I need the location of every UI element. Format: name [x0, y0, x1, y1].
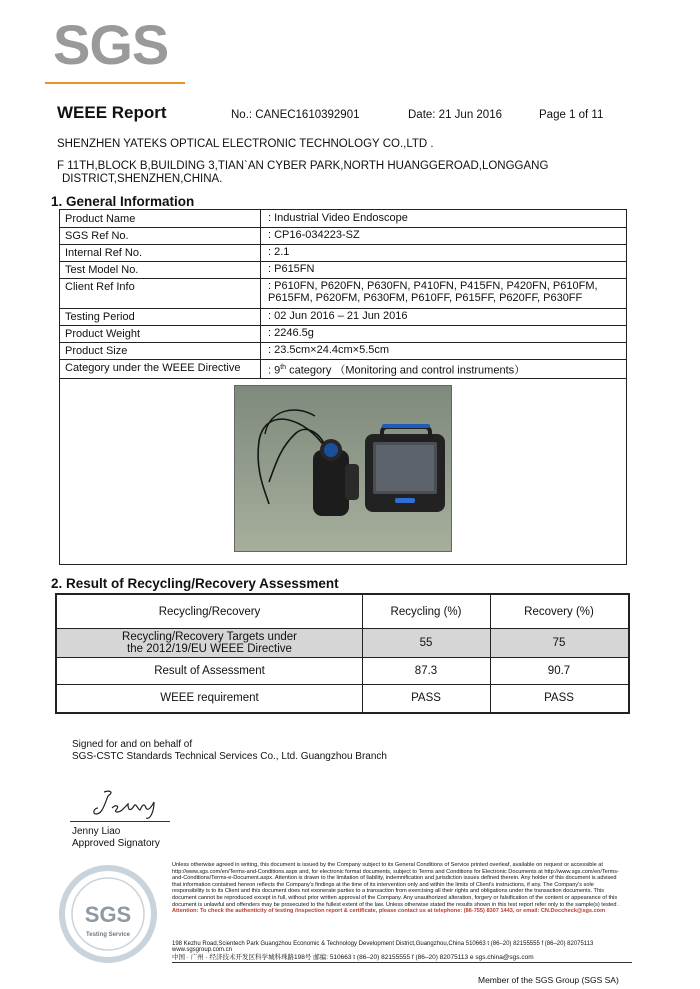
row-label: Product Size — [65, 345, 128, 357]
signer-name: Jenny Liao — [72, 826, 121, 837]
row-value: : CP16-034223-SZ — [268, 229, 360, 241]
applicant-address-line1: F 11TH,BLOCK B,BUILDING 3,TIAN`AN CYBER PARK,NORTH HUANGGEROAD,LONGGANG — [57, 160, 549, 172]
category-prefix: : 9 — [268, 364, 281, 377]
target-recycling-value: 55 — [419, 636, 433, 649]
row-value: : 2246.5g — [268, 327, 314, 339]
table-row — [60, 325, 626, 343]
target-recovery-value: 75 — [552, 636, 566, 649]
row-label: Client Ref Info — [65, 281, 135, 293]
requirement-recovery-value: PASS — [544, 692, 574, 704]
signature-line — [70, 821, 170, 822]
table-row — [60, 227, 626, 245]
row-label: Test Model No. — [65, 264, 139, 276]
assessment-recovery-value: 90.7 — [547, 664, 571, 677]
column-header-recycling: Recycling (%) — [390, 605, 462, 618]
table-row — [60, 210, 626, 228]
report-number: No.: CANEC1610392901 — [231, 109, 360, 121]
row-value: : P610FN, P620FN, P630FN, P410FN, P415FN, P420FN, P610FM, — [268, 280, 598, 292]
row-label: Internal Ref No. — [65, 247, 143, 259]
category-superscript: th — [280, 364, 287, 371]
table-row — [60, 278, 626, 309]
legal-disclaimer — [172, 862, 620, 915]
category-suffix: category （Monitoring and control instruments） — [286, 364, 526, 377]
target-label-line1: Recycling/Recovery Targets under — [122, 630, 297, 643]
table-row — [60, 342, 626, 360]
sgs-logo-text: SGS — [53, 13, 169, 76]
row-label: Testing Period — [65, 311, 135, 323]
applicant-address-line2: DISTRICT,SHENZHEN,CHINA. — [62, 173, 223, 185]
footer-divider — [172, 962, 632, 963]
row-value: : 02 Jun 2016 – 21 Jun 2016 — [268, 310, 408, 322]
row-value-line2: P615FM, P620FM, P630FM, P610FF, P615FF, P620FF, P630FF — [268, 292, 583, 304]
applicant-company: SHENZHEN YATEKS OPTICAL ELECTRONIC TECHNOLOGY CO.,LTD . — [57, 138, 434, 150]
requirement-recycling-value: PASS — [411, 692, 441, 704]
target-label-line2: the 2012/19/EU WEEE Directive — [127, 642, 292, 655]
page-number: Page 1 of 11 — [539, 109, 604, 121]
endoscope-photo-illustration — [235, 386, 451, 551]
handwritten-signature — [92, 786, 182, 822]
row-label: Category under the WEEE Directive — [65, 362, 241, 374]
product-photo — [234, 385, 452, 552]
row-label: SGS Ref No. — [65, 230, 129, 242]
footer-address-english: 198 Kezhu Road,Scientech Park Guangzhou Economic & Technology Development District,Guangzhou,China 510663 t (86–20) 82155555 f (86–20) 82075113 www.sgsgroup.com.cn — [172, 941, 594, 953]
signed-on-behalf-line1: Signed for and on behalf of — [72, 739, 193, 750]
report-title: WEEE Report — [57, 103, 167, 122]
row-value: : P615FN — [268, 263, 315, 275]
footer-address-chinese: 中国 · 广州 · 经济技术开发区科学城科珠路198号 邮编: 510663 t (86–20) 82155555 f (86–20) 82075113 e sgs.china@sgs.com — [172, 954, 534, 961]
authenticity-attention: Attention: To check the authenticity of testing /inspection report & certificate, please contact us at telephone: (86-755) 8307 1443, or email: CN.Doccheck@sgs.com — [172, 908, 606, 915]
signer-role: Approved Signatory — [72, 838, 160, 849]
logo-orange-line — [45, 82, 185, 84]
row-label: Product Weight — [65, 328, 141, 340]
disclaimer-text: Unless otherwise agreed in writing, this document is issued by the Company subject to its General Conditions of Service printed overleaf, available on request or accessible at http://www.sgs.com/en/Terms-and-Conditions.aspx and, for electronic format documents, subject to Terms and Conditions for Electronic Documents at http://www.sgs.com/en/Terms-and-Conditions/Terms-e-Document.aspx. Attention is drawn to the limitation of liability, indemnification and jurisdiction issues defined therein. Any holder of this document is advised that information contained hereon reflects the Company's findings at the time of its intervention only and within the limits of Client's instructions, if any. The Company's sole responsibility is to its Client and this document does not exonerate parties to a transaction from exercising all their rights and obligations under the transaction documents. This document cannot be reproduced except in full, without prior written approval of the Company. Any unauthorized alteration, forgery or falsification of the content or appearance of this document is unlawful and offenders may be prosecuted to the fullest extent of the law. Unless otherwise stated the results shown in this test report refer only to the sample(s) tested . — [172, 862, 620, 908]
row-value — [268, 362, 525, 377]
signed-on-behalf-line2: SGS-CSTC Standards Technical Services Co., Ltd. Guangzhou Branch — [72, 751, 387, 762]
sgs-testing-service-stamp — [44, 862, 172, 970]
section-general-information-heading: 1. General Information — [51, 194, 195, 209]
row-value: : 23.5cm×24.4cm×5.5cm — [268, 344, 390, 356]
assessment-row-label: Result of Assessment — [154, 664, 265, 677]
section-result-heading: 2. Result of Recycling/Recovery Assessment — [51, 576, 339, 591]
stamp-caption: Testing Service — [86, 932, 130, 938]
sgs-logo — [45, 14, 185, 84]
row-value: : Industrial Video Endoscope — [268, 212, 408, 224]
stamp-logo-text: SGS — [84, 902, 132, 927]
column-header-recycling-recovery: Recycling/Recovery — [158, 605, 261, 618]
target-row-label — [57, 628, 362, 657]
row-label: Product Name — [65, 213, 136, 225]
assessment-recycling-value: 87.3 — [414, 664, 438, 677]
requirement-row-label: WEEE requirement — [160, 692, 259, 704]
table-row — [60, 244, 626, 262]
sgs-group-membership: Member of the SGS Group (SGS SA) — [478, 975, 619, 985]
report-date: Date: 21 Jun 2016 — [408, 109, 502, 121]
table-row — [60, 308, 626, 326]
row-value: : 2.1 — [268, 246, 290, 258]
column-header-recovery: Recovery (%) — [524, 605, 594, 618]
result-assessment-table — [55, 593, 630, 714]
table-row — [60, 261, 626, 279]
table-row — [60, 359, 626, 379]
